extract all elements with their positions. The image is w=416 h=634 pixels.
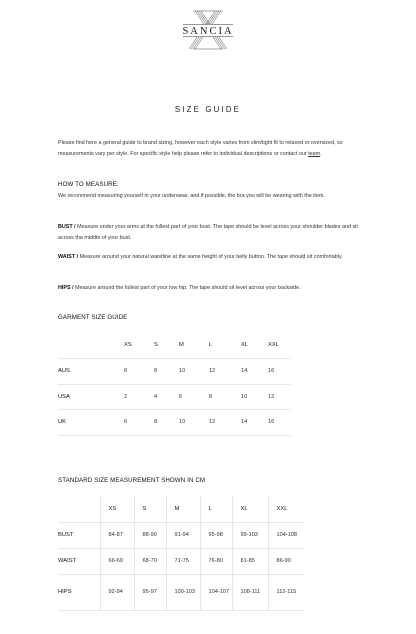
- table-cell: 6: [116, 358, 146, 384]
- table-cell: 104-107: [200, 574, 232, 610]
- hips-lead: HIPS /: [58, 285, 74, 291]
- how-to-text: We recommend measuring yourself in your underwear, and if possible, the bra you will be wearing with the item.: [58, 193, 325, 199]
- waist-lead: WAIST /: [58, 254, 79, 260]
- row-label: HIPS: [58, 574, 100, 610]
- header-cell: [58, 333, 116, 358]
- table-cell: 86-90: [268, 548, 304, 574]
- garment-size-table: [58, 333, 291, 436]
- table-cell: 16: [260, 358, 291, 384]
- header-cell: XXL: [260, 333, 291, 358]
- table-cell: 8: [146, 358, 171, 384]
- row-label: BUST: [58, 522, 100, 548]
- measurement-guide-heading: STANDARD SIZE MEASUREMENT SHOWN IN CM: [58, 477, 206, 484]
- row-label: AUS: [58, 358, 116, 384]
- header-cell: XL: [233, 333, 260, 358]
- row-label: UK: [58, 409, 116, 435]
- table-cell: 88-90: [134, 522, 166, 548]
- table-cell: 112-115: [268, 574, 304, 610]
- how-to-heading: HOW TO MEASURE:: [58, 181, 119, 188]
- header-cell: XL: [232, 496, 268, 522]
- header-cell: L: [200, 496, 232, 522]
- table-cell: 100-103: [166, 574, 200, 610]
- intro-end: .: [320, 150, 322, 157]
- header-cell: [58, 496, 100, 522]
- row-label: WAIST: [58, 548, 100, 574]
- bust-instruction: [58, 222, 368, 243]
- table-cell: 10: [171, 358, 201, 384]
- table-cell: 2: [116, 384, 146, 409]
- header-cell: M: [166, 496, 200, 522]
- waist-instruction: [58, 252, 368, 263]
- table-row: [58, 548, 304, 574]
- table-cell: 104-108: [268, 522, 304, 548]
- measurement-table: [58, 496, 304, 611]
- page-title: SIZE GUIDE: [174, 105, 242, 114]
- table-cell: 12: [201, 358, 233, 384]
- table-header-row: [58, 496, 304, 522]
- table-cell: 6: [171, 384, 201, 409]
- header-cell: S: [134, 496, 166, 522]
- header-cell: XS: [100, 496, 134, 522]
- table-cell: 81-85: [232, 548, 268, 574]
- table-cell: 71-75: [166, 548, 200, 574]
- table-row: [58, 409, 291, 435]
- table-cell: 6: [116, 409, 146, 435]
- table-cell: 99-103: [232, 522, 268, 548]
- intro-text: Please find here a general guide to brand sizing, however each style varies from slim/tight fit to relaxed or oversized, so measurements vary per style. For specific style help please refer to individual descriptions or contact our: [58, 140, 343, 157]
- table-cell: 16: [260, 409, 291, 435]
- table-row: [58, 574, 304, 610]
- hips-text: Measure around the fullest part of your low hip. The tape should sit level across your backside.: [73, 285, 301, 291]
- table-cell: 92-94: [100, 574, 134, 610]
- table-cell: 12: [260, 384, 291, 409]
- table-cell: 8: [146, 409, 171, 435]
- header-cell: M: [171, 333, 201, 358]
- table-cell: 95-98: [200, 522, 232, 548]
- brand-name: SANCIA: [182, 26, 234, 37]
- table-cell: 4: [146, 384, 171, 409]
- team-link[interactable]: team: [308, 150, 321, 157]
- row-label: USA: [58, 384, 116, 409]
- hips-instruction: [58, 283, 368, 294]
- table-cell: 8: [201, 384, 233, 409]
- bust-text: Measure under your arms at the fullest part of your bust. The tape should be level across your shoulder blades and sit across the middle of your bust.: [58, 224, 358, 241]
- header-cell: L: [201, 333, 233, 358]
- header-cell: XXL: [268, 496, 304, 522]
- table-cell: 12: [201, 409, 233, 435]
- waist-text: Measure around your natural waistline at the same height of your belly button. The tape should sit comfortably.: [78, 254, 343, 260]
- table-row: [58, 522, 304, 548]
- table-cell: 14: [233, 358, 260, 384]
- table-row: [58, 358, 291, 384]
- intro-paragraph: [58, 138, 368, 159]
- table-cell: 91-94: [166, 522, 200, 548]
- table-cell: 76-80: [200, 548, 232, 574]
- table-cell: 108-111: [232, 574, 268, 610]
- header-cell: S: [146, 333, 171, 358]
- table-cell: 10: [233, 384, 260, 409]
- table-cell: 68-70: [134, 548, 166, 574]
- brand-logo[interactable]: [181, 9, 235, 51]
- table-cell: 95-97: [134, 574, 166, 610]
- table-cell: 14: [233, 409, 260, 435]
- table-cell: 84-87: [100, 522, 134, 548]
- garment-guide-heading: GARMENT SIZE GUIDE: [58, 314, 128, 321]
- table-header-row: [58, 333, 291, 358]
- header-cell: XS: [116, 333, 146, 358]
- table-cell: 66-69: [100, 548, 134, 574]
- table-cell: 10: [171, 409, 201, 435]
- table-row: [58, 384, 291, 409]
- bust-lead: BUST /: [58, 224, 76, 230]
